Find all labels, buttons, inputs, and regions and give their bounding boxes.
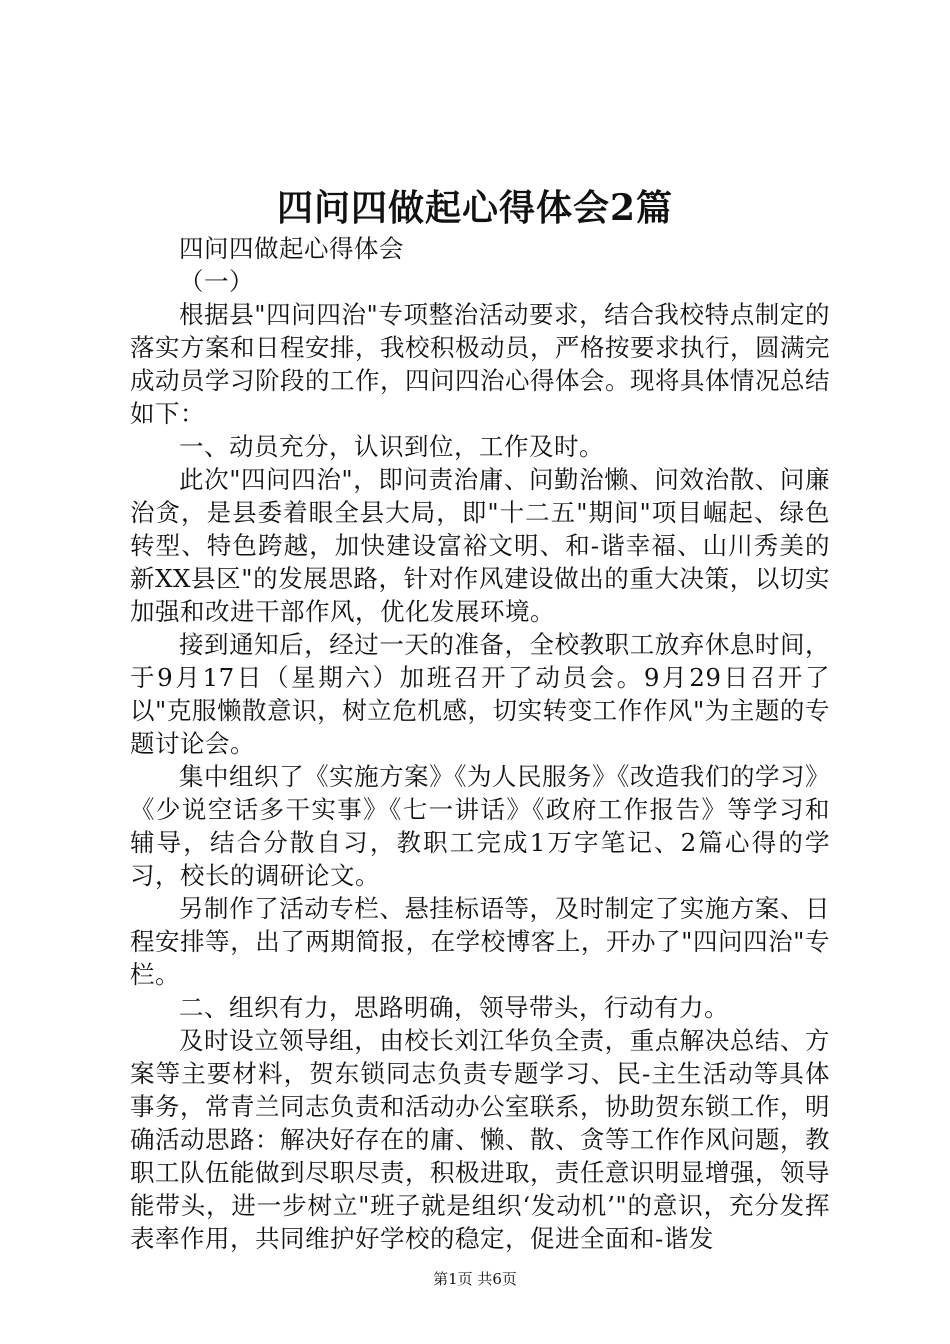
section-heading-paragraph: 一、动员充分，认识到位，工作及时。 xyxy=(179,432,604,461)
body-paragraph: 及时设立领导组，由校长刘江华负全责，重点解决总结、方案等主要材料，贺东锁同志负责专题学习、民-主生活动等具体事务，常青兰同志负责和活动办公室联系，协助贺东锁工作，明确活动思路：解决好存在的庸、懒、散、贪等工作作风问题，教职工队伍能做到尽职尽责，积极进取，责任意识明显增强，领导能带头，进一步树立"班子就是组织‘发动机’"的意识，充分发挥表率作用，共同维护好学校的稳定，促进全面和-谐发 xyxy=(130,1026,830,1253)
document-body xyxy=(130,232,830,1255)
document-title: 四问四做起心得体会2篇 xyxy=(276,187,674,229)
body-paragraph: 接到通知后，经过一天的准备，全校教职工放弃休息时间，于9月17日（星期六）加班召开了动员会。9月29日召开了以"克服懒散意识，树立危机感，切实转变工作作风"为主题的专题讨论会。 xyxy=(130,630,830,758)
body-paragraph: 另制作了活动专栏、悬挂标语等，及时制定了实施方案、日程安排等，出了两期简报，在学校博客上，开办了"四问四治"专栏。 xyxy=(130,894,830,989)
section-heading-paragraph: 二、组织有力，思路明确，领导带头，行动有力。 xyxy=(179,993,729,1022)
body-paragraph: 集中组织了《实施方案》《为人民服务》《改造我们的学习》《少说空话多干实事》《七一讲话》《政府工作报告》等学习和辅导，结合分散自习，教职工完成1万字笔记、2篇心得的学习，校长的调研论文。 xyxy=(130,762,830,890)
body-paragraph: 根据县"四问四治"专项整治活动要求，结合我校特点制定的落实方案和日程安排，我校积极动员，严格按要求执行，圆满完成动员学习阶段的工作，四问四治心得体会。现将具体情况总结如下： xyxy=(130,300,830,428)
subtitle-paragraph: 四问四做起心得体会 xyxy=(179,234,404,263)
page-footer: 第1页 共6页 xyxy=(433,1270,517,1288)
section-number-paragraph: （一） xyxy=(179,267,254,296)
body-paragraph: 此次"四问四治"，即问责治庸、问勤治懒、问效治散、问廉治贪，是县委着眼全县大局，即"十二五"期间"项目崛起、绿色转型、特色跨越，加快建设富裕文明、和-谐幸福、山川秀美的新XX县区"的发展思路，针对作风建设做出的重大决策，以切实加强和改进干部作风，优化发展环境。 xyxy=(130,465,830,626)
